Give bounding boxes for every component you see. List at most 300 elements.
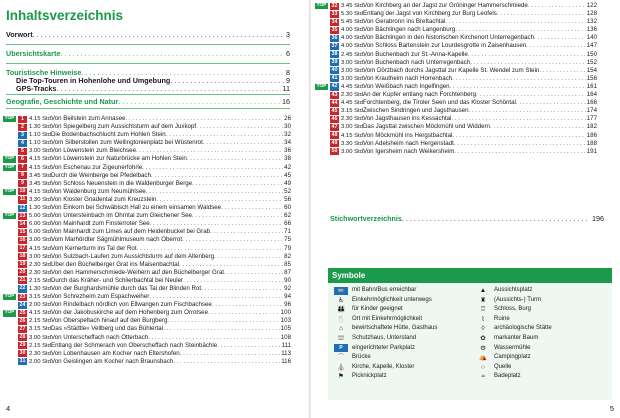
section-divider xyxy=(6,63,290,64)
tour-number-badge: 41 xyxy=(331,75,338,82)
symbol-label: Ruine xyxy=(494,315,510,322)
symbol-label: für Kinder geeignet xyxy=(352,306,403,313)
tour-number-badge: 19 xyxy=(19,261,26,268)
tour-duration: 3.15 Std. xyxy=(29,294,53,301)
tour-page: 42 xyxy=(284,163,291,171)
tour-page: 85 xyxy=(284,260,291,268)
tour-title: Von Jagsthausen ins Kessachtal xyxy=(363,115,452,123)
ruin-icon: ⌇ xyxy=(481,315,485,323)
tour-title: Von Schloss Neuenstein in die Waldenburger Berge xyxy=(51,179,193,187)
symbol-entry xyxy=(470,372,612,382)
tour-number-badge: 40 xyxy=(331,67,338,74)
tour-page: 174 xyxy=(586,107,597,115)
tour-page: 96 xyxy=(284,301,291,309)
tour-duration: 3.15 Std. xyxy=(341,108,365,115)
tour-page: 122 xyxy=(586,2,597,9)
tour-title: Von Oberspeltach hinauf auf den Burgberg xyxy=(51,317,168,325)
tour-title: Von Einkorn bei Schwäbisch Hall zu einem einsamen Waldsee xyxy=(51,204,222,212)
symbol-label: markanter Baum xyxy=(494,334,539,341)
tour-number-badge: 21 xyxy=(19,277,26,284)
tour-title: Vom Silberstollen zum Wellingtonienplatz bei Wüstenrot xyxy=(51,139,203,147)
watermill-icon: ⚙ xyxy=(480,344,486,352)
rest-stop-icon: ♿ xyxy=(338,296,344,304)
tour-title: Von der Jakobuskirche auf dem Hohenberg zum Orrotsee xyxy=(51,309,209,317)
symbol-label: eingerichteter Parkplatz xyxy=(352,344,416,351)
tour-page: 152 xyxy=(586,58,597,66)
symbols-column-left xyxy=(328,286,470,382)
tour-title: An der Kupfer entlang nach Forchtenberg xyxy=(363,91,476,99)
tour-title: Von Gerabronn ins Brettachtal xyxy=(363,18,446,26)
tour-duration: 2.15 Std. xyxy=(29,342,53,349)
tour-page: 166 xyxy=(586,99,597,107)
tour-duration: 6.00 Std. xyxy=(29,229,53,236)
tour-duration: 2.30 Std. xyxy=(341,116,365,123)
tour-title: Durch das Kräher- und Schlierbachtal bei Neuler xyxy=(51,276,184,284)
tour-page: 103 xyxy=(280,317,291,325)
tour-title: Zwischen Sindringen und Jagsthausen xyxy=(363,107,469,115)
tour-page: 186 xyxy=(586,131,597,139)
book-gutter xyxy=(309,0,311,418)
swimming-icon: ≈ xyxy=(481,373,485,381)
index-label: Stichwortverzeichnis xyxy=(330,214,402,223)
tour-page: 188 xyxy=(586,139,597,147)
tour-number-badge: 25 xyxy=(19,309,26,316)
tour-duration: 4.45 Std. xyxy=(341,83,365,90)
top-tour-badge: TOP xyxy=(4,164,15,170)
tour-title: Von Bächlingen in den historischen Kirchenort Unterregenbach xyxy=(363,34,535,42)
tour-duration: 3.00 Std. xyxy=(29,253,53,260)
tour-duration: 5.30 Std. xyxy=(341,11,365,18)
symbol-entry xyxy=(470,296,612,306)
tour-number-badge: 34 xyxy=(331,18,338,25)
tour-page: 45 xyxy=(284,171,291,179)
tour-number-badge: 48 xyxy=(331,132,338,138)
tour-duration: 3.00 Std. xyxy=(341,124,365,131)
symbol-label: Picknickplatz xyxy=(352,373,387,380)
tour-number-badge: 44 xyxy=(331,99,338,106)
tour-title: Von Schloss Bartenstein zur Lourdesgrotte in Zaisenhausen xyxy=(363,42,527,50)
tour-duration: 4.15 Std. xyxy=(29,245,53,252)
tour-duration: 1.10 Std. xyxy=(29,132,53,139)
tour-number-badge: 15 xyxy=(19,228,26,235)
tour-duration: 3.30 Std. xyxy=(341,140,365,147)
tour-number-badge: 29 xyxy=(19,342,26,349)
symbol-entry xyxy=(328,286,470,296)
section-divider xyxy=(6,94,290,95)
tour-duration: 2.00 Std. xyxy=(29,302,53,309)
tour-duration: 3.45 Std. xyxy=(29,172,53,179)
toc-section-label: Die Top-Touren in Hohenlohe und Umgebung xyxy=(16,77,171,85)
tour-duration: 2.30 Std. xyxy=(341,92,365,99)
tour-title: Von der Burghardsmühle durch das Tal der Blinden Rot xyxy=(51,284,202,292)
tour-page: 66 xyxy=(284,220,291,228)
tour-page: 136 xyxy=(586,26,597,34)
tour-page: 75 xyxy=(284,236,291,244)
tour-title: Von Krautheim nach Horrenbach xyxy=(363,74,453,82)
tour-title: Die Bodenbachschlucht zum Hohlen Stein xyxy=(51,131,166,139)
tour-title: Von Geislingen am Kocher nach Braunsbach xyxy=(51,357,174,365)
tour-page: 113 xyxy=(281,349,291,357)
section-divider xyxy=(6,44,290,45)
tour-title: Vom Dörzbach durchs Jagsttal zur Kapelle St. Wendel zum Stein xyxy=(363,66,540,74)
tour-duration: 3.00 Std. xyxy=(341,148,365,155)
symbol-entry xyxy=(328,363,470,373)
tour-number-badge: 22 xyxy=(19,285,26,292)
section-divider xyxy=(6,108,290,109)
tour-page: 34 xyxy=(284,139,291,147)
toc-section-page: 6 xyxy=(286,50,290,58)
symbol-label: archäologische Stätte xyxy=(494,325,552,332)
tour-title: Von Bächlingen nach Langenburg xyxy=(363,26,456,34)
symbol-entry xyxy=(328,324,470,334)
tour-number-badge: 31 xyxy=(19,358,26,365)
toc-section-label: GPS-Tracks xyxy=(16,85,57,93)
top-tour-badge: TOP xyxy=(4,310,15,316)
tour-number-badge: 38 xyxy=(331,51,338,58)
symbol-entry xyxy=(328,334,470,344)
tour-page: 108 xyxy=(280,333,291,341)
top-tour-badge: TOP xyxy=(316,83,327,89)
tour-title: Von Buchenbach nach Unterregenbach xyxy=(363,58,471,66)
bus-icon: 🚌 xyxy=(334,287,348,295)
tour-title: Forchtenberg, die Tiroler Seen und das Kloster Schöntal xyxy=(363,99,516,107)
page-title: Inhaltsverzeichnis xyxy=(6,8,124,23)
tour-number-badge: 14 xyxy=(19,220,26,227)
symbol-label: Einkehrmöglichkeit unterwegs xyxy=(352,296,432,303)
tour-title: Vom Marhördter Sägmühlmuseum nach Oberrot xyxy=(51,236,183,244)
symbol-entry xyxy=(470,344,612,354)
viewpoint-icon: ▲ xyxy=(479,287,487,294)
tour-page: 191 xyxy=(586,147,597,155)
symbol-label: Ort mit Einkehrmöglichkeit xyxy=(352,315,423,322)
symbols-box xyxy=(328,268,612,400)
tour-title: Von Unterscheffach nach Otterbach xyxy=(51,333,149,341)
tour-title: Von den Hammerschmiede-Weihern auf den Büchelberger Grat xyxy=(51,268,224,276)
tour-page: 161 xyxy=(586,82,597,90)
tour-duration: 4.45 Std. xyxy=(341,100,365,107)
tour-page: 56 xyxy=(284,195,291,203)
toc-section[interactable] xyxy=(16,85,290,93)
tour-title: Von Kloster Gnadental zum Kreuzstein xyxy=(51,195,157,203)
tour-title: Über den Büchelberger Grat ins Maisenbachtal xyxy=(51,260,179,268)
tour-duration: 6.00 Std. xyxy=(29,221,53,228)
tree-icon: ✿ xyxy=(480,334,486,342)
tour-duration: 3.00 Std. xyxy=(341,59,365,66)
tour-number-badge: 9 xyxy=(18,180,27,187)
symbol-entry xyxy=(470,315,612,325)
tour-title: Von Spiegelberg zum Aussichtsturm auf dem Juxkopf xyxy=(51,123,197,131)
tour-page: 36 xyxy=(284,147,291,155)
symbol-entry xyxy=(328,296,470,306)
toc-section-label: Geografie, Geschichte und Natur xyxy=(6,98,119,106)
tour-page: 71 xyxy=(284,228,291,236)
tour-title: Von Buchenbach zur St.-Anna-Kapelle xyxy=(363,50,468,58)
tour-number-badge: 45 xyxy=(331,107,338,114)
symbols-title: Symbole xyxy=(328,268,612,283)
tour-page: 116 xyxy=(281,357,291,365)
tour-page: 62 xyxy=(284,212,291,220)
tour-page: 150 xyxy=(586,50,597,58)
symbol-entry xyxy=(470,363,612,373)
symbol-label: Aussichtsplatz xyxy=(494,287,533,293)
spring-icon: ○ xyxy=(481,363,485,371)
tour-title: Von Eschenau zur Zigeunerfohrle xyxy=(51,163,143,171)
tour-page: 156 xyxy=(586,74,597,82)
tour-number-badge: 5 xyxy=(18,148,27,155)
tour-number-badge: 23 xyxy=(19,293,26,300)
tour-duration: 3.00 Std. xyxy=(341,75,365,82)
tour-page: 111 xyxy=(281,341,291,349)
tour-duration: 3.00 Std. xyxy=(29,148,53,155)
tour-duration: 4.15 Std. xyxy=(29,188,53,195)
toc-section[interactable] xyxy=(6,69,290,77)
tour-number-badge: 39 xyxy=(331,59,338,66)
tour-number-badge: 24 xyxy=(19,301,26,308)
tour-title: Das Jagsttal zwischen Möckmühl und Widdern xyxy=(363,123,490,131)
tour-number-badge: 32 xyxy=(331,2,338,9)
top-tour-badge: TOP xyxy=(4,213,15,219)
toc-section[interactable] xyxy=(16,77,290,85)
restaurant-icon: 🍴 xyxy=(336,315,346,323)
tour-title: Von Lobenhausen am Kocher nach Eltershofen xyxy=(51,349,180,357)
toc-section-page: 8 xyxy=(286,69,290,77)
toc-section[interactable] xyxy=(6,98,290,106)
shelter-icon: ⛫ xyxy=(338,334,344,342)
toc-section-page: 3 xyxy=(286,31,290,39)
tour-page: 182 xyxy=(586,123,597,131)
tour-number-badge: 46 xyxy=(331,115,338,122)
symbol-entry xyxy=(328,305,470,315)
toc-section-page: 11 xyxy=(282,85,290,93)
tour-duration: 5.45 Std. xyxy=(341,19,365,26)
top-tour-badge: TOP xyxy=(4,156,15,162)
tour-title: Von Kirchberg an der Jagst zur Gröninger Hammerschmiede xyxy=(363,2,528,9)
tour-page: 90 xyxy=(284,276,291,284)
tour-duration: 2.45 Std. xyxy=(341,51,365,58)
tour-number-badge: 35 xyxy=(331,26,338,33)
tour-title: Vom Kernerturm ins Tal der Rot xyxy=(51,244,137,252)
tour-number-badge: 26 xyxy=(19,317,26,324)
tour-number-badge: 50 xyxy=(331,148,338,155)
top-tour-badge: TOP xyxy=(4,188,15,194)
tour-title: Von Mainhardt zum Finsterroter See xyxy=(51,220,150,228)
tour-number-badge: 10 xyxy=(19,188,26,195)
symbol-entry xyxy=(470,334,612,344)
tour-duration: 3.15 Std. xyxy=(29,326,53,333)
tour-page: 26 xyxy=(284,115,291,122)
tour-duration: 1.30 Std. xyxy=(29,205,53,212)
tower-icon: ♜ xyxy=(480,296,486,304)
tour-number-badge: 2 xyxy=(18,124,27,131)
family-icon: 👪 xyxy=(336,306,346,314)
toc-section-label: Vorwort xyxy=(6,31,33,39)
symbol-label: Campingplatz xyxy=(494,354,531,361)
tour-number-badge: 33 xyxy=(331,10,338,17)
tour-number-badge: 6 xyxy=(18,156,27,163)
tour-page: 38 xyxy=(284,155,291,163)
tour-duration: 2.15 Std. xyxy=(29,277,53,284)
tour-page: 140 xyxy=(586,34,597,42)
index-page: 196 xyxy=(592,214,604,223)
symbol-label: mit Bahn/Bus erreichbar xyxy=(352,287,417,293)
tour-number-badge: 36 xyxy=(331,34,338,41)
tour-title: Von Weißbach nach Ingelfingen xyxy=(363,82,450,90)
toc-section[interactable] xyxy=(6,31,290,39)
tour-duration: 4.00 Std. xyxy=(341,43,365,50)
symbol-label: Brücke xyxy=(352,354,371,361)
tour-page: 82 xyxy=(284,252,291,260)
tour-duration: 1.10 Std. xyxy=(29,140,53,147)
tour-duration: 2.00 Std. xyxy=(29,358,53,365)
tour-number-badge: 42 xyxy=(331,83,338,90)
symbol-entry xyxy=(328,315,470,325)
tour-duration: 1.30 Std. xyxy=(29,285,53,292)
tour-page: 60 xyxy=(284,204,291,212)
symbol-entry xyxy=(470,286,612,296)
tour-duration: 3.00 Std. xyxy=(341,67,365,74)
tour-duration: 4.15 Std. xyxy=(29,116,53,122)
tour-page: 100 xyxy=(280,309,291,317)
symbol-label: Badeplatz xyxy=(494,373,521,380)
top-tour-badge: TOP xyxy=(316,3,327,8)
tour-title: Von Sulzbach-Laufen zum Aussichtsturm auf dem Altenberg xyxy=(51,252,215,260)
camping-icon: ⛺ xyxy=(478,354,488,362)
tour-number-badge: 47 xyxy=(331,123,338,130)
tour-title: Von Untersteinbach im Ohrntal zum Gleichener See xyxy=(51,212,192,220)
tour-duration: 4.15 Std. xyxy=(29,156,53,163)
church-icon: ⛪ xyxy=(336,363,346,371)
page-number-left: 4 xyxy=(6,404,11,413)
tour-number-badge: 7 xyxy=(18,164,27,171)
tour-title: Entlang der Schmerach von Oberscheffach nach Steinbächle xyxy=(51,341,218,349)
tour-page: 177 xyxy=(586,115,597,123)
symbol-entry xyxy=(328,344,470,354)
tour-title: Durch die Weinberge bei Pfedelbach xyxy=(51,171,151,179)
castle-icon: ♖ xyxy=(480,306,486,314)
tour-title: Von Beilstein zum Annasee xyxy=(51,115,126,122)
tour-number-badge: 4 xyxy=(18,140,27,147)
symbol-label: Schutzhaus, Unterstand xyxy=(352,334,417,341)
toc-section-label: Touristische Hinweise xyxy=(6,69,82,77)
left-page xyxy=(0,0,308,418)
symbol-label: Wassermühle xyxy=(494,344,531,351)
tour-title: Von Möckmühl ins Hergstbachtal xyxy=(363,131,453,139)
tour-duration: 3.00 Std. xyxy=(29,334,53,341)
tour-number-badge: 16 xyxy=(19,236,26,243)
symbol-entry xyxy=(470,353,612,363)
tour-number-badge: 30 xyxy=(19,350,26,357)
tour-page: 94 xyxy=(284,293,291,301)
tour-page: 164 xyxy=(586,91,597,99)
parking-icon: P xyxy=(334,344,348,352)
picnic-icon: ⚑ xyxy=(338,373,344,381)
tour-number-badge: 20 xyxy=(19,269,26,276)
symbol-entry xyxy=(470,305,612,315)
tour-page: 87 xyxy=(284,268,291,276)
tour-title: Von Igersheim nach Weikersheim xyxy=(363,147,455,155)
tour-duration: 4.00 Std. xyxy=(341,27,365,34)
tour-duration: 3.00 Std. xyxy=(29,237,53,244)
toc-section-page: 9 xyxy=(286,77,290,85)
symbol-entry xyxy=(328,372,470,382)
tour-duration: 2.30 Std. xyxy=(29,350,53,357)
tour-duration: 1.30 Std. xyxy=(29,124,53,131)
tour-duration: 3.45 Std. xyxy=(341,3,365,9)
tour-number-badge: 43 xyxy=(331,91,338,98)
tour-page: 92 xyxy=(284,284,291,292)
archaeology-icon: ◊ xyxy=(481,325,485,333)
symbol-label: Quelle xyxy=(494,363,512,370)
tour-page: 79 xyxy=(284,244,291,252)
tour-title: Von Waldenburg zum Neumühlsee xyxy=(51,187,146,195)
tour-duration: 3.45 Std. xyxy=(29,180,53,187)
tour-number-badge: 49 xyxy=(331,140,338,147)
tour-number-badge: 17 xyxy=(19,245,26,251)
tour-duration: 4.00 Std. xyxy=(341,35,365,42)
tour-page: 105 xyxy=(280,325,291,333)
tour-title: Von Mainhardt zum Limes auf dem Heidenbuckel bei Grab xyxy=(51,228,211,236)
symbols-column-right xyxy=(470,286,612,382)
toc-section-page: 16 xyxy=(282,98,290,106)
tour-page: 49 xyxy=(284,179,291,187)
tour-number-badge: 3 xyxy=(18,132,27,139)
tour-duration: 4.15 Std. xyxy=(29,164,53,171)
top-tour-badge: TOP xyxy=(4,294,15,300)
tour-duration: 2.15 Std. xyxy=(29,318,53,325)
tour-title: Von Schrezheim zum Espachweiher xyxy=(51,293,150,301)
symbol-label: (Aussichts-) Turm xyxy=(494,296,542,303)
tour-number-badge: 37 xyxy=(331,42,338,49)
tour-number-badge: 27 xyxy=(19,325,26,332)
tour-page: 154 xyxy=(586,66,597,74)
tour-number-badge: 8 xyxy=(18,172,27,179)
tour-title: Von Löwenstein zur Naturbrücke am Hohlen Stein xyxy=(51,155,187,163)
tour-page: 128 xyxy=(586,10,597,18)
toc-section[interactable] xyxy=(6,50,290,58)
tour-page: 32 xyxy=(284,131,291,139)
page-number-right: 5 xyxy=(609,404,614,413)
index-entry[interactable] xyxy=(330,214,604,223)
symbol-label: Kirche, Kapelle, Kloster xyxy=(352,363,415,370)
tour-title: Entlang der Jagst von Kirchberg zur Burg Leofels xyxy=(363,10,497,18)
tour-number-badge: 11 xyxy=(19,196,26,203)
tour-duration: 4.15 Std. xyxy=(29,310,53,317)
tour-number-badge: 28 xyxy=(19,334,26,341)
bridge-icon: ⌒ xyxy=(337,354,345,362)
tour-title: Von Adelsheim nach Hergenstadt xyxy=(363,139,454,147)
tour-duration: 4.15 Std. xyxy=(341,132,365,139)
tour-number-badge: 18 xyxy=(19,253,26,260)
tour-duration: 5.00 Std. xyxy=(29,213,53,220)
symbol-label: bewirtschaftete Hütte, Gasthaus xyxy=(352,325,438,332)
top-tour-badge: TOP xyxy=(4,116,15,121)
tour-title: Von Löwenstein zum Bleichsee xyxy=(51,147,136,155)
tour-duration: 2.30 Std. xyxy=(29,269,53,276)
symbol-entry xyxy=(328,353,470,363)
right-page xyxy=(312,0,620,418)
toc-section-label: Übersichtskarte xyxy=(6,50,61,58)
tour-page: 132 xyxy=(586,18,597,26)
tour-number-badge: 1 xyxy=(18,116,27,123)
tour-number-badge: 12 xyxy=(19,204,26,211)
symbol-entry xyxy=(470,324,612,334)
hut-icon: ⌂ xyxy=(339,325,343,333)
tour-duration: 3.30 Std. xyxy=(29,196,53,203)
tour-page: 52 xyxy=(284,187,291,195)
tour-duration: 2.30 Std. xyxy=(29,261,53,268)
tour-page: 147 xyxy=(586,42,597,50)
tour-page: 30 xyxy=(284,123,291,131)
